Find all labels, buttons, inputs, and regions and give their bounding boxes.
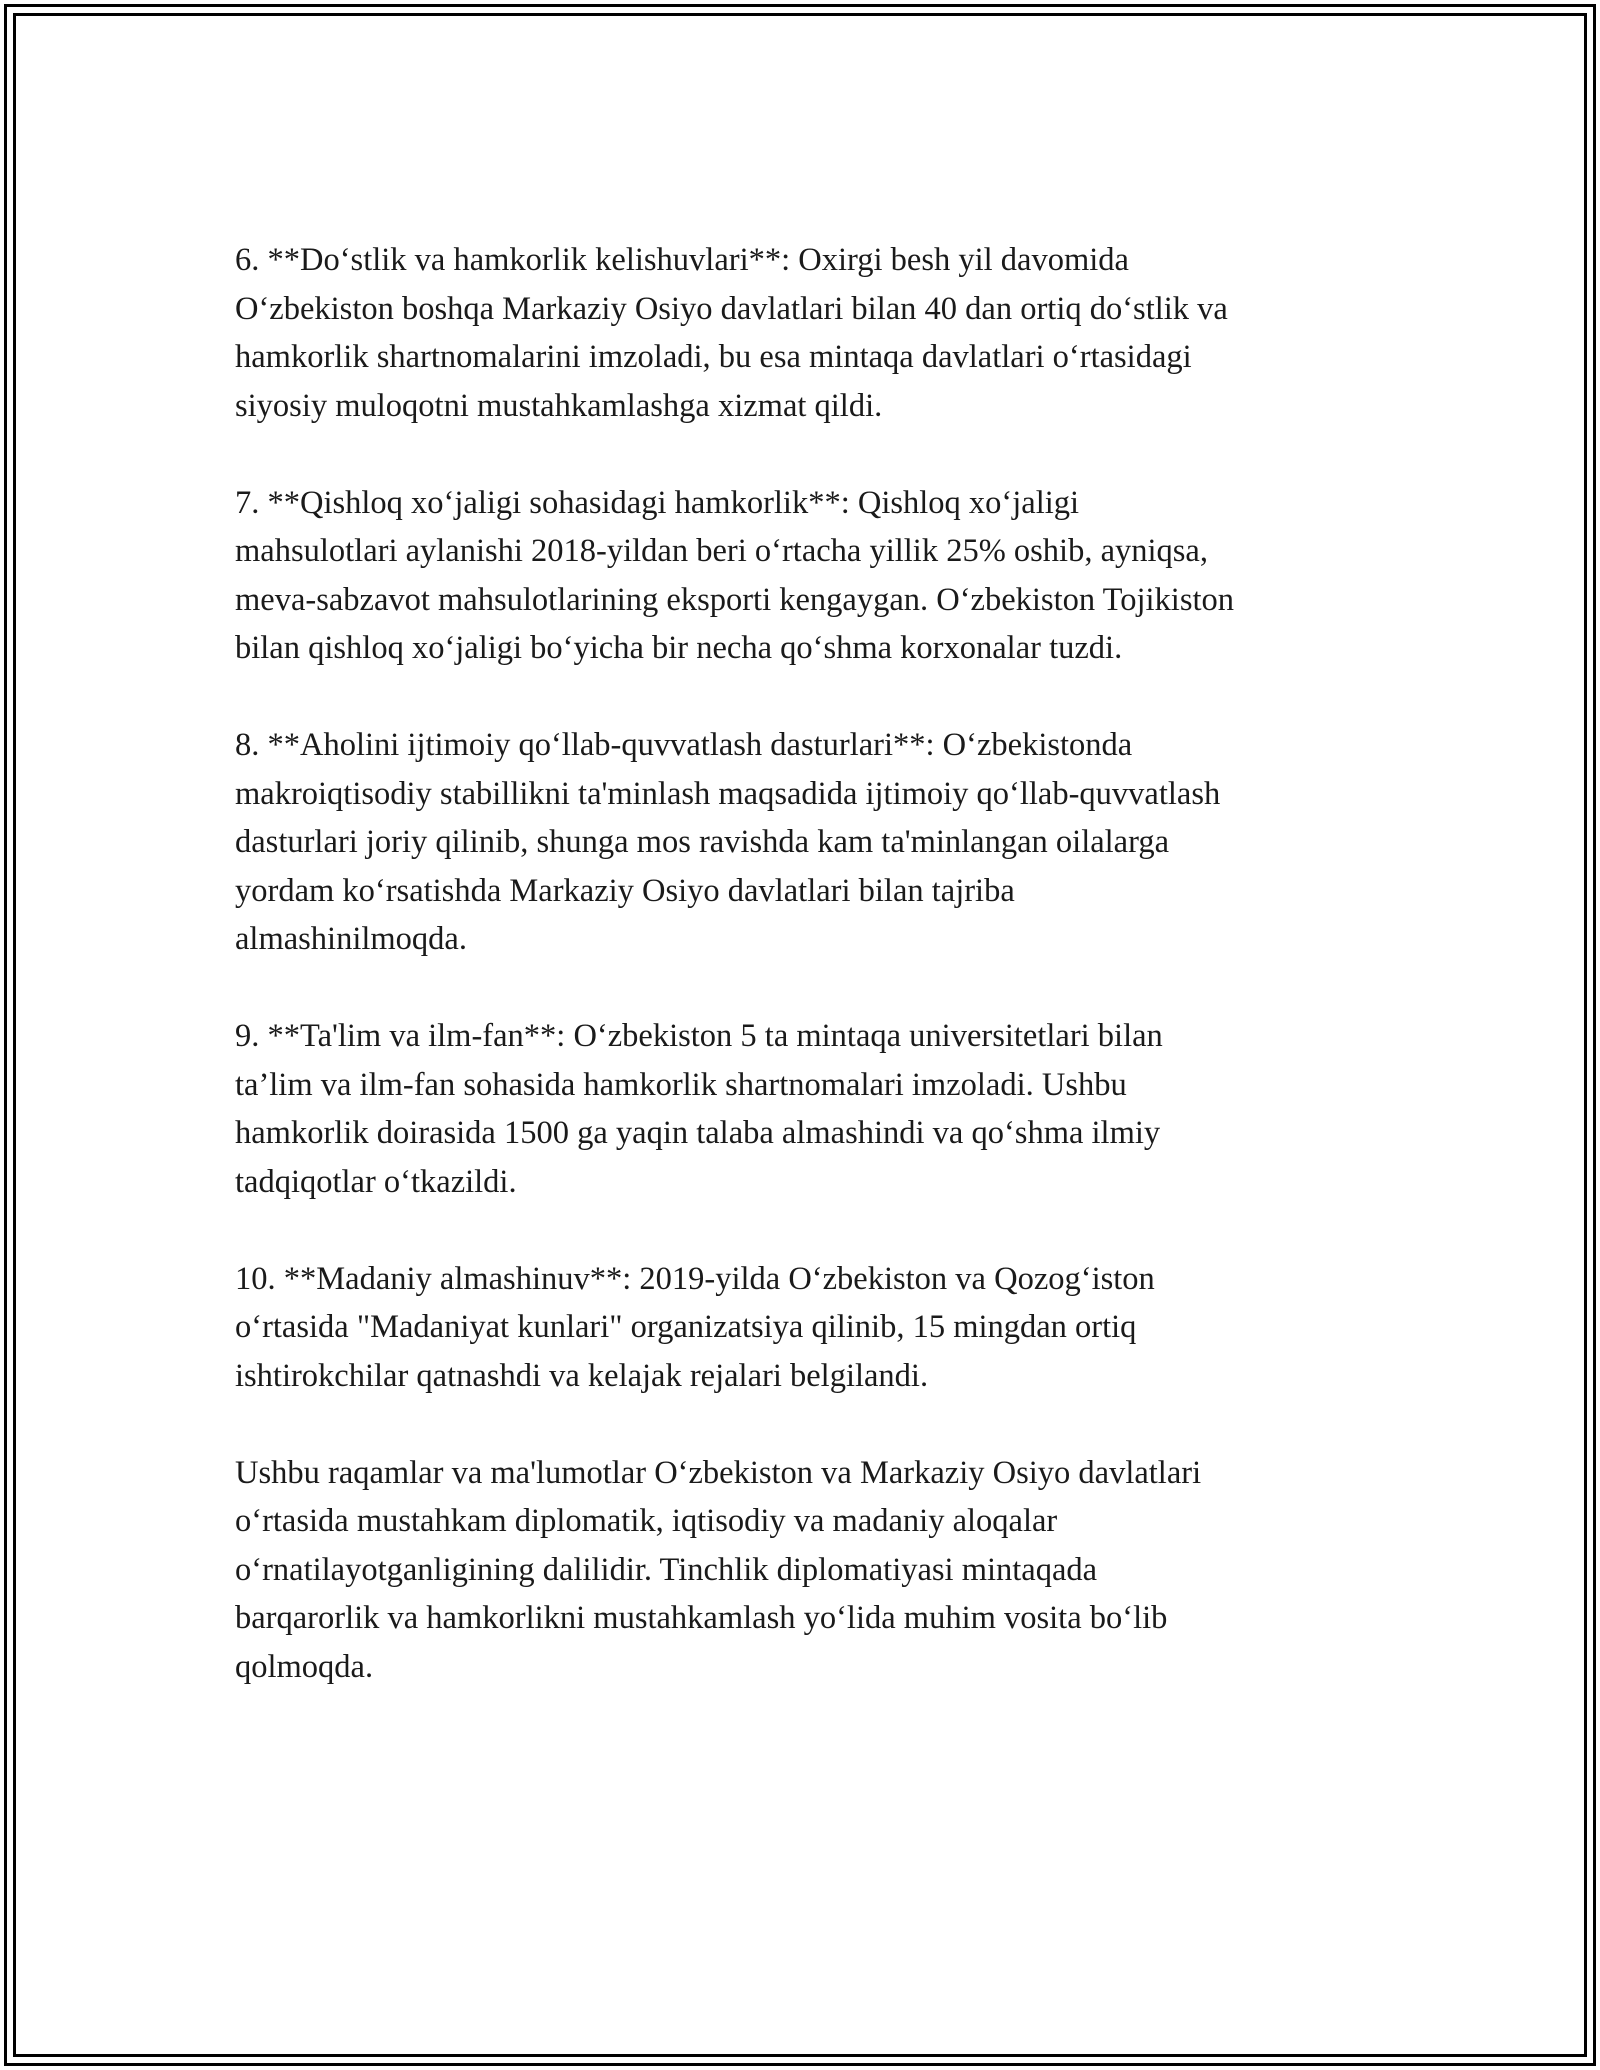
text-line: o‘rnatilayotganligining dalilidir. Tinchlik diplomatiyasi mintaqada <box>235 1551 1098 1588</box>
text-line: 7. **Qishloq xo‘jaligi sohasidagi hamkorlik**: Qishloq xo‘jaligi <box>235 484 1080 521</box>
text-line: mahsulotlari aylanishi 2018-yildan beri o‘rtacha yillik 25% oshib, ayniqsa, <box>235 533 1208 569</box>
text-line: yordam ko‘rsatishda Markaziy Osiyo davlatlari bilan tajriba <box>235 872 1015 909</box>
text-line: ta’lim va ilm-fan sohasida hamkorlik shartnomalari imzoladi. Ushbu <box>235 1066 1127 1103</box>
text-line: hamkorlik doirasida 1500 ga yaqin talaba almashindi va qo‘shma ilmiy <box>235 1115 1161 1151</box>
text-line: O‘zbekiston boshqa Markaziy Osiyo davlatlari bilan 40 dan ortiq do‘stlik va <box>235 290 1228 327</box>
text-line: almashinilmoqda. <box>235 921 467 957</box>
text-line: 6. **Do‘stlik va hamkorlik kelishuvlari**: Oxirgi besh yil davomida <box>235 242 1129 278</box>
text-line: meva-sabzavot mahsulotlarining eksporti kengaygan. O‘zbekiston Tojikiston <box>235 581 1234 618</box>
text-line: siyosiy muloqotni mustahkamlashga xizmat qildi. <box>235 387 883 424</box>
text-line: ishtirokchilar qatnashdi va kelajak rejalari belgilandi. <box>235 1357 929 1394</box>
text-line: bilan qishloq xo‘jaligi bo‘yicha bir necha qo‘shma korxonalar tuzdi. <box>235 630 1123 666</box>
paragraph-education-science <box>235 1012 1395 1206</box>
text-line: 9. **Ta'lim va ilm-fan**: O‘zbekiston 5 ta mintaqa universitetlari bilan <box>235 1018 1163 1054</box>
text-line: qolmoqda. <box>235 1648 374 1685</box>
paragraph-friendship-agreements <box>235 236 1395 430</box>
text-line: Ushbu raqamlar va ma'lumotlar O‘zbekiston va Markaziy Osiyo davlatlari <box>235 1454 1202 1491</box>
text-line: makroiqtisodiy stabillikni ta'minlash maqsadida ijtimoiy qo‘llab-quvvatlash <box>235 775 1221 812</box>
text-line: tadqiqotlar o‘tkazildi. <box>235 1163 517 1200</box>
paragraph-conclusion <box>235 1449 1395 1692</box>
text-line: hamkorlik shartnomalarini imzoladi, bu esa mintaqa davlatlari o‘rtasidagi <box>235 339 1192 375</box>
text-line: barqarorlik va hamkorlikni mustahkamlash yo‘lida muhim vosita bo‘lib <box>235 1600 1168 1636</box>
text-line: o‘rtasida "Madaniyat kunlari" organizatsiya qilinib, 15 mingdan ortiq <box>235 1309 1137 1345</box>
paragraph-cultural-exchange <box>235 1255 1395 1401</box>
text-line: o‘rtasida mustahkam diplomatik, iqtisodiy va madaniy aloqalar <box>235 1503 1058 1539</box>
text-line: 10. **Madaniy almashinuv**: 2019-yilda O‘zbekiston va Qozog‘iston <box>235 1260 1155 1297</box>
paragraph-social-support <box>235 721 1395 964</box>
document-body <box>235 236 1395 1691</box>
text-line: dasturlari joriy qilinib, shunga mos ravishda kam ta'minlangan oilalarga <box>235 824 1170 860</box>
text-line: 8. **Aholini ijtimoiy qo‘llab-quvvatlash dasturlari**: O‘zbekistonda <box>235 727 1133 763</box>
paragraph-agriculture <box>235 479 1395 673</box>
